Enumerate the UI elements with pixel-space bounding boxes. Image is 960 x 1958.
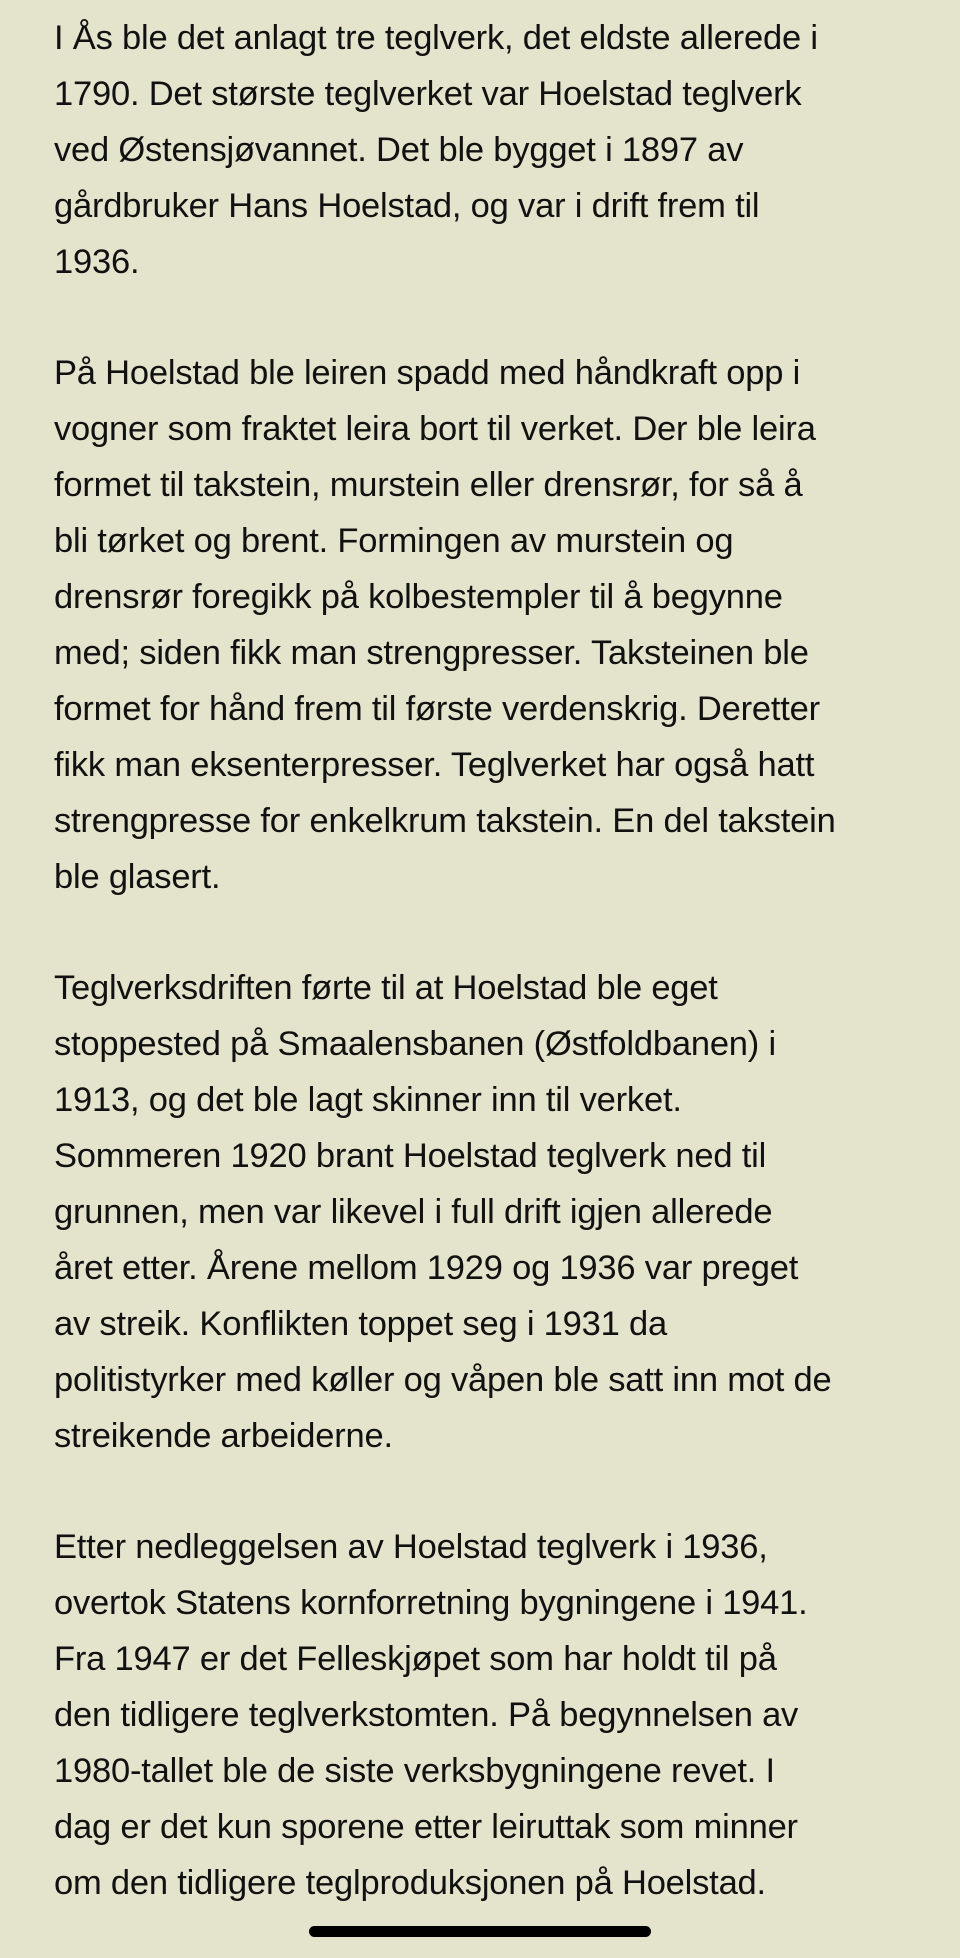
text-line: formet for hånd frem til første verdenskrig. Deretter [54, 690, 820, 728]
text-line: bli tørket og brent. Formingen av murstein og [54, 522, 734, 560]
text-line: ble glasert. [54, 858, 221, 896]
text-line: overtok Statens kornforretning bygningene i 1941. [54, 1584, 808, 1622]
home-indicator[interactable] [309, 1926, 651, 1937]
text-line: Sommeren 1920 brant Hoelstad teglverk ned til [54, 1137, 767, 1175]
article-body [54, 10, 916, 1911]
text-line: av streik. Konflikten toppet seg i 1931 da [54, 1305, 667, 1343]
text-line: ved Østensjøvannet. Det ble bygget i 1897 av [54, 131, 744, 169]
paragraph-4 [54, 1519, 916, 1911]
text-line: 1936. [54, 243, 140, 281]
text-line: 1913, og det ble lagt skinner inn til verket. [54, 1081, 682, 1119]
text-line: 1790. Det største teglverket var Hoelstad teglverk [54, 75, 802, 113]
text-line: politistyrker med køller og våpen ble satt inn mot de [54, 1361, 832, 1399]
text-line: streikende arbeiderne. [54, 1417, 393, 1455]
text-line: I Ås ble det anlagt tre teglverk, det eldste allerede i [54, 19, 818, 57]
text-line: den tidligere teglverkstomten. På begynnelsen av [54, 1696, 799, 1734]
paragraph-2 [54, 345, 916, 905]
text-line: 1980-tallet ble de siste verksbygningene revet. I [54, 1752, 775, 1790]
paragraph-1 [54, 10, 916, 290]
text-line: om den tidligere teglproduksjonen på Hoelstad. [54, 1864, 766, 1902]
text-line: stoppested på Smaalensbanen (Østfoldbanen) i [54, 1025, 776, 1063]
text-line: med; siden fikk man strengpresser. Taksteinen ble [54, 634, 809, 672]
text-line: dag er det kun sporene etter leiruttak som minner [54, 1808, 798, 1846]
text-line: På Hoelstad ble leiren spadd med håndkraft opp i [54, 354, 801, 392]
text-line: formet til takstein, murstein eller drensrør, for så å [54, 466, 803, 504]
text-line: fikk man eksenterpresser. Teglverket har også hatt [54, 746, 815, 784]
text-line: strengpresse for enkelkrum takstein. En del takstein [54, 802, 836, 840]
text-line: grunnen, men var likevel i full drift igjen allerede [54, 1193, 773, 1231]
paragraph-3 [54, 960, 916, 1464]
text-line: vogner som fraktet leira bort til verket. Der ble leira [54, 410, 816, 448]
text-line: Teglverksdriften førte til at Hoelstad ble eget [54, 969, 718, 1007]
text-line: drensrør foregikk på kolbestempler til å begynne [54, 578, 783, 616]
text-line: Fra 1947 er det Felleskjøpet som har holdt til på [54, 1640, 777, 1678]
text-line: året etter. Årene mellom 1929 og 1936 var preget [54, 1249, 799, 1287]
text-line: gårdbruker Hans Hoelstad, og var i drift frem til [54, 187, 760, 225]
text-line: Etter nedleggelsen av Hoelstad teglverk i 1936, [54, 1528, 768, 1566]
